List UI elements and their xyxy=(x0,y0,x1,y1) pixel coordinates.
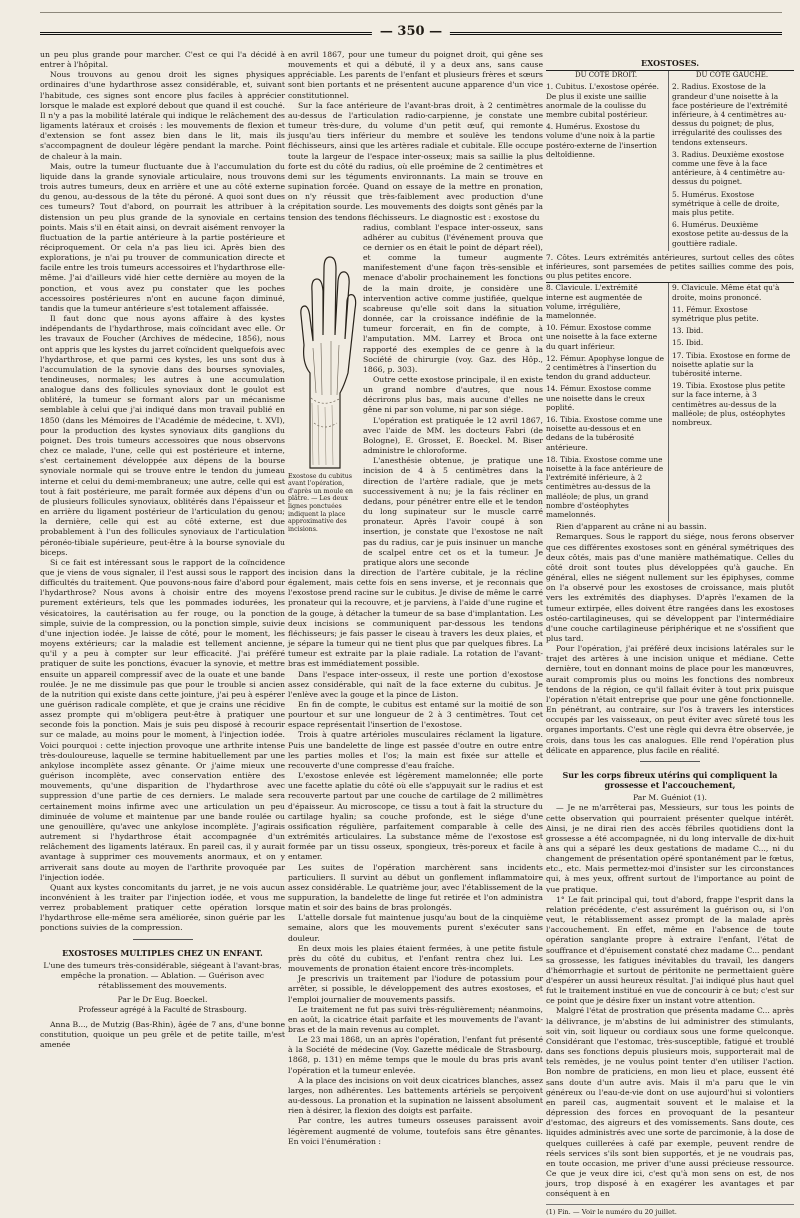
table-entry: 8. Clavicule. L'extrémité interne est augmentée de volume, irrégulière, mamelonnée. xyxy=(546,283,643,321)
paragraph: L'attelle dorsale fut maintenue jusqu'au bout de la cinquième semaine, alors que les mouvements purent s'exécuter sans douleur. xyxy=(288,913,543,943)
table-title: EXOSTOSES. xyxy=(641,58,699,68)
paragraph: L'exostose enlevée est légèrement mamelonnée; elle porte une facette aplatie du côté où elle s'appuyait sur le radius et est recouverte partout par une couche de cartilage de 2 millimètres d'épaisseur. Au microscope, ce tissu a tout à fait la structure du cartilage hyalin; sa couche profonde, est le siége d'une ossification régulière, parfaitement comparable à celle des extrémités articulaires. La substance même de l'exostose est formée par un tissu osseux, spongieux, très-poreux et facile à entamer. xyxy=(288,771,543,862)
paragraph: Outre cette exostose principale, il en existe un grand nombre d'autres, que nous décrirons plus bas, mais aucune d'elles ne gêne ni par son volume, ni par son siége. xyxy=(363,375,543,415)
table-entry: 11. Fémur. Exostose symétrique plus petite. xyxy=(672,304,759,324)
table-column-right-side xyxy=(546,283,668,522)
table-entry: 13. Ibid. xyxy=(672,326,704,336)
table-entry: 12. Fémur. Apophyse longue de 2 centimètres à l'insertion du tendon du grand adducteur. xyxy=(546,353,664,382)
footnote: (1) Fin. — Voir le numéro du 20 juillet. xyxy=(546,1204,794,1217)
paragraph: Si ce fait est intéressant sous le rapport de la coïncidence que je viens de vous signaler, il l'est aussi sous le rapport des difficultés du traitement. Que pouvons-nous faire d'abord pour l'hydarthrose? Nous avons à choisir entre des moyens purement extérieurs, tels que les pommades iodurées, les vésicatoires, la cautérisation au fer rouge, ou la ponction simple, suivie de la compression, ou la ponction simple, suivie d'une injection iodée. Je laisse de côté, pour le moment, les moyens extérieurs; car la maladie est tellement ancienne, qu'il y a peu à compter sur leur efficacité. J'ai préféré pratiquer de suite les ponctions, évacuer la synovie, et mettre ensuite un appareil compressif avec de la ouate et une bande roulée. Je ne me dissimule pas que pour le trouble si ancien de la nutrition qui existe dans cette jointure, j'ai peu à espérer une guérison radicale complète, et que je crains une récidive assez prompte qui m'obligera peut-être à pratiquer une seconde fois la ponction. Mais je suis peu disposé à recourir sur ce malade, au moins pour le moment, à l'injection iodée. Voici pourquoi : cette injection provoque une arthrite intense très-douloureuse, laquelle se termine habituellement par une ankylose incomplète assez gênante. Or j'aime mieux une guérison incomplète, avec conservation entière des mouvements, qu'une disparition de l'hydarthrose avec suppression d'une partie de ces derniers. Le malade sera certainement moins infirme avec une articulation un peu diminuée de volume et maintenue par une bande roulée ou une genouillère, qu'avec une ankylose incomplète. J'agirais autrement si l'hydarthrose était accompagnée d'un relâchement des ligaments latéraux. En pareil cas, il y aurait avantage à supprimer ces mouvements anormaux, et on y arriverait sans doute au moyen de l'arthrite provoquée par l'injection iodée. xyxy=(40,557,285,882)
table-column-left-side xyxy=(668,283,794,522)
article-affiliation: Professeur agrégé à la Faculté de Strasbourg. xyxy=(78,1005,247,1015)
paragraph: Par contre, les autres tumeurs osseuses paraissent avoir légèrement augmenté de volume, toutefois sans être gênantes. En voici l'énumération : xyxy=(288,1116,543,1146)
exostoses-table-continued xyxy=(546,282,794,522)
paragraph: Il faut donc que nous ayons affaire à des kystes indépendants de l'hydarthrose, mais coïncidant avec elle. Or les travaux de Foucher (Archives de médecine, 1856), nous ont appris que les kystes du jarret coïncident quelquefois avec l'hydarthrose, et que parmi ces kystes, les uns sont dus à l'accumulation de la synovie dans des bourses synoviales, tendineuses, normales; les autres à une accumulation analogue dans des follicules synoviaux dont le goulot est oblitéré, la tumeur se formant alors par un mécanisme semblable à celui que j'ai indiqué dans mon travail publié en 1850 (dans les Mémoires de l'Académie de médecine, t. XVI), pour la production des kystes synoviaux dits ganglions du poignet. Des trois tumeurs accessoires que nous observons chez ce malade, l'une, celle qui est postérieure et interne, s'est certainement développée aux dépens de la bourse synoviale normale qui se trouve entre le tendon du jumeau interne et celui du demi-membraneux; une autre, celle qui est tout à fait postérieure, me paraît formée aux dépens d'un ou de plusieurs follicules synoviaux, oblitérés dans l'épaisseur et en arrière du ligament postérieur de l'articulation du genou; la dernière, celle qui est au côté externe, est due probablement à l'un des follicules synoviaux de l'articulation péronéo-tibiale supérieure, peut-être à la bourse synoviale du biceps. xyxy=(40,314,285,557)
table-entry: 10. Fémur. Exostose comme une noisette à la face externe du quart inférieur. xyxy=(546,323,658,351)
paragraph: Nous trouvons au genou droit les signes physiques ordinaires d'une hydarthrose assez considérable, et, suivant l'habitude, ces signes sont encore plus faciles à apprécier lorsque le malade est exploré debout que quand il est couché. Il n'y a pas la mobilité latérale qui indique le relâchement des ligaments latéraux et croisés : les mouvements de flexion et d'extension se font assez bien dans le lit, mais ils s'accompagnent de douleur légère pendant la marche. Point de chaleur à la main. xyxy=(40,70,285,161)
paragraph: Dans l'espace inter-osseux, il reste une portion d'exostose assez considérable, qui naît de la face externe du cubitus. Je l'enlève avec la gouge et la pince de Liston. xyxy=(288,669,543,699)
table-entry: 16. Tibia. Exostose comme une noisette au-dessous et en dedans de la tubérosité antérieure. xyxy=(546,415,663,452)
top-rule xyxy=(40,12,782,13)
page-number: — 350 — xyxy=(372,24,450,39)
paragraph: Mais, outre la tumeur fluctuante due à l'accumulation du liquide dans la grande synoviale articulaire, nous trouvons trois autres tumeurs, deux en arrière et une au côté externe du genou, au-dessous de la tête du péroné. A quoi sont dues ces tumeurs? Tout d'abord, on pourrait les attribuer à la distension un peu plus grande de la synoviale en certains points. Mais s'il en était ainsi, on devrait aisément renvoyer la fluctuation de la partie antérieure à la partie postérieure et réciproquement. Or cela n'a pas lieu ici. Après bien des explorations, je n'ai pu trouver de communication directe et facile entre les trois tumeurs accessoires et l'hydarthrose elle-même. J'ai d'ailleurs vidé hier cette dernière au moyen de la ponction, et vous avez pu constater que les poches accessoires postérieures n'ont en aucune façon diminué, tandis que la tumeur antérieure s'est totalement affaissée. xyxy=(40,161,285,313)
article-subtitle: L'une des tumeurs très-considérable, siégeant à l'avant-bras, empêche la pronation. — Ablation. — Guérison avec rétablissement des mouvements. xyxy=(43,960,282,991)
paragraph: Anna B..., de Mutzig (Bas-Rhin), âgée de 7 ans, d'une bonne constitution, quoique un peu grêle et de petite taille, m'est amenée xyxy=(40,1019,285,1049)
paragraph: Malgré l'état de prostration que présenta madame C... après la délivrance, je m'abstins de lui administrer des stimulants, soit vin, soit liqueur ou cordiaux sous une forme quelconque. Considérant que l'estomac, très-susceptible, fatigué et troublé dans ses fonctions depuis plusieurs mois, supporterait mal de tels remèdes, je ne voulus point tenter d'en utiliser l'action. Bon nombre de praticiens, en mon lieu et place, eussent été sans doute d'un autre avis. Mais il m'a paru que le vin généreux ou l'eau-de-vie dont on use aujourd'hui si volontiers en pareil cas, augmentait souvent et le malaise et la dépression des forces en provoquant de la pesanteur d'estomac, des aigreurs et des vomissements. Sans doute, ces liquides administrés avec une sorte de parcimonie, à la dose de quelques cuillerées à café par exemple, peuvent rendre de réels services s'ils sont bien supportés, et je ne voudrais pas, en toute occasion, me priver d'une aussi précieuse ressource. Ce que je veux dire ici, c'est qu'à mon sens on est, de nos jours, trop disposé à en exagérer les avantages et par conséquent à en xyxy=(546,1006,794,1199)
exostoses-table xyxy=(546,70,794,251)
paragraph: Rien d'apparent au crâne ni au bassin. xyxy=(556,522,707,532)
paragraph: Sur la face antérieure de l'avant-bras droit, à 2 centimètres au-dessus de l'articulation radio-carpienne, je constate une tumeur très-dure, du volume d'un petit œuf, qui remonte jusqu'au tiers inférieur du membre et soulève les tendons fléchisseurs, ainsi que les artères radiale et cubitale. Elle occupe toute la largeur de l'espace inter-osseux; mais sa saillie la plus forte est du côté du radius, où elle proémine de 2 centimètres et demi sur les téguments environnants. La main se trouve en supination forcée. Quand on essaye de la mettre en pronation, on n'y réussit que très-faiblement avec production d'une crépitation sourde. Les mouvements des doigts sont gênés par la tension des tendons fléchisseurs. Le diagnostic est : exostose du xyxy=(288,100,543,222)
paragraph: 1° Le fait principal qui, tout d'abord, frappe l'esprit dans la relation précédente, c'est assurément la guérison ou, si l'on veut, le rétablissement assez prompt de la malade après l'accouchement. En effet, même en l'absence de toute opération sanglante propre à extraire l'enfant, l'état de souffrance et d'épuisement constaté chez madame C... pendant sa grossesse, les fatigues inévitables du travail, les dangers d'hémorrhagie et surtout de péritonite ne permettaient guère d'espérer un aussi heureux résultat. J'ai indiqué plus haut quel fut le traitement institué en vue de concourir à ce but; c'est sur ce point que je désire fixer un instant votre attention. xyxy=(546,894,794,1006)
column-2 xyxy=(288,50,543,1173)
figure-side-text xyxy=(363,223,543,568)
paragraph: En fin de compte, le cubitus est entamé sur la moitié de son pourtour et sur une longueur de 2 à 3 centimètres. Tout cet espace représentait l'insertion de l'exostose. xyxy=(288,700,543,730)
column-1 xyxy=(40,50,285,1173)
paragraph: — Je ne m'arrêterai pas, Messieurs, sur tous les points de cette observation qui pourraient présenter quelque intérêt. Ainsi, je ne dirai rien des accès fébriles quotidiens dont la grossesse a été accompagnée, ni du long intervalle de dix-huit ans qui a séparé les deux gestations de madame C..., ni du changement de présentation opéré spontanément par le fœtus, etc., etc. Mais permettez-moi d'insister sur les circonstances qui, à mes yeux, offrent surtout de l'importance au point de vue pratique. xyxy=(546,803,794,894)
table-entry: 3. Radius. Deuxième exostose comme une fève à la face antérieure, à 4 centimètre au-dessus du poignet. xyxy=(672,149,785,187)
page-header xyxy=(40,24,782,42)
paragraph: L'anesthésie obtenue, je pratique une incision de 4 à 5 centimètres dans la direction de l'artère radiale, que je mets successivement à nu; je la fais récliner en dedans, pour pénétrer entre elle et le tendon du long supinateur sur le muscle carré pronateur. Après l'avoir coupé à son insertion, je constate que l'exostose ne naît pas du radius, car je puis insinuer un manche de scalpel entre cet os et la tumeur. Je pratique alors une seconde xyxy=(363,456,543,567)
table-entry-full: 7. Côtes. Leurs extrémités antérieures, surtout celles des côtes inférieures, sont parsemées de petites saillies comme des pois, ou plus petites encore. xyxy=(546,252,794,281)
table-column-left-side xyxy=(668,71,794,251)
table-entry: 19. Tibia. Exostose plus petite sur la face interne, à 3 centimètres au-dessus de la malléole; de plus, ostéophytes nombreux. xyxy=(672,381,786,428)
table-entry: 1. Cubitus. L'exostose opérée. De plus il existe une saillie anormale de la coulisse du membre cubital postérieur. xyxy=(546,82,659,119)
paragraph: L'opération est pratiquée le 12 avril 1867, avec l'aide de MM. les docteurs Fabri (de Bologne), E. Grosset, E. Boeckel. M. Biser administre le chloroforme. xyxy=(363,415,543,456)
paragraph: en avril 1867, pour une tumeur du poignet droit, qui gêne ses mouvements et qui a débuté, il y a deux ans, sans cause appréciable. Les parents de l'enfant et plusieurs frères et sœurs sont bien portants et ne présentent aucune apparence d'un vice constitutionnel. xyxy=(288,50,543,100)
table-header: DU CÔTÉ GAUCHE. xyxy=(695,71,769,80)
paragraph: Pour l'opération, j'ai préféré deux incisions latérales sur le trajet des artères à une incision unique et médiane. Cette dernière, tout en donnant moins de place pour les manœuvres, aurait compromis plus ou moins les fonctions des nombreux tendons de la région, ce qu'il fallait éviter à tout prix puisque l'opération n'était entreprise que pour une gêne fonctionnelle. En pénétrant, au contraire, sur l'os à travers les interstices occupés par les vaisseaux, on peut éviter avec sûreté tous les organes importants. C'est une règle qui devra être observée, je crois, dans tous les cas analogues. Elle rend l'opération plus délicate en apparence, plus facile en réalité. xyxy=(546,644,794,755)
paragraph: radius, comblant l'espace inter-osseux, sans adhérer au cubitus (l'événement prouva que ce dernier os en était le point de départ réel), et comme la tumeur augmente manifestement d'une façon très-sensible et menace d'abolir prochainement les fonctions de la main droite, je considère une intervention active comme justifiée, quelque scabreuse qu'elle soit dans la situation donnée, car la croissance indéfinie de la tumeur forcerait, en fin de compte, à l'amputation. MM. Larrey et Broca ont rapporté des exemples de ce genre à la Société de chirurgie (voy. Gaz. des Hôp., 1866, p. 303). xyxy=(363,222,543,374)
article-author: Par le Dr Eug. Boeckel. xyxy=(117,995,208,1005)
paragraph: En deux mois les plaies étaient fermées, à une petite fistule près du côté du cubitus, et l'enfant rentra chez lui. Les mouvements de pronation étaient encore très-incomplets. xyxy=(288,943,543,974)
table-entry: 6. Humérus. Deuxième exostose petite au-dessus de la gouttière radiale. xyxy=(672,220,789,248)
hand-figure-block xyxy=(288,223,543,568)
paragraph: incision dans la direction de l'artère cubitale, je la récline également, mais cette fois en sens inverse, et je reconnais que l'exostose prend racine sur le cubitus. Je divise de même le carré pronateur qui la recouvre, et je parviens, à l'aide d'une rugine et de la gouge, à détacher la tumeur de sa base d'implantation. Les deux incisions se communiquent par-dessous les tendons fléchisseurs; je fais passer le ciseau à travers les deux plaies, et je sépare la tumeur qui ne tient plus que par quelques fibres. La tumeur est extraite par la plaie radiale. La rotation de l'avant-bras est immédiatement possible. xyxy=(288,567,543,669)
table-entry: 4. Humérus. Exostose du volume d'une noix à la partie postéro-externe de l'insertion deltoïdienne. xyxy=(546,122,657,159)
figure-caption: Exostose du cubitus avant l'opération, d'après un moule en plâtre. — Les deux lignes ponctuées indiquent la place approximative des incisions. xyxy=(288,472,353,533)
article-author: Par M. Guéniot (1). xyxy=(633,793,707,803)
paragraph: A la place des incisions on voit deux cicatrices blanches, assez larges, non adhérentes. Les battements artériels se perçoivent au-dessous. La pronation et la supination ne laissent absolument rien à désirer, la flexion des doigts est parfaite. xyxy=(288,1075,543,1116)
hand-figure xyxy=(288,223,358,568)
table-header: DU CÔTÉ DROIT. xyxy=(574,71,638,80)
table-entry: 2. Radius. Exostose de la grandeur d'une noisette à la face postérieure de l'extrémité inférieure, à 4 centimètres au-dessus du poignet; de plus, irrégularité des coulisses des tendons extenseurs. xyxy=(672,82,788,147)
article-title: Sur les corps fibreux utérins qui compliquent la grossesse et l'accouchement, xyxy=(562,769,778,791)
column-3 xyxy=(546,50,794,1217)
separator-line xyxy=(640,761,700,762)
paragraph: Quant aux kystes concomitants du jarret, je ne vois aucun inconvénient à les traiter par l'injection iodée, et vous me verrez probablement pratiquer cette opération lorsque l'hydarthrose elle-même sera améliorée, sinon guérie par les ponctions suivies de la compression. xyxy=(40,882,285,933)
paragraph: un peu plus grande pour marcher. C'est ce qui l'a décidé à entrer à l'hôpital. xyxy=(40,50,285,70)
table-column-right-side xyxy=(546,71,668,251)
paragraph: Je prescrivis un traitement par l'iodure de potassium pour arrêter, si possible, le développement des autres exostoses, et l'emploi journalier de mouvements passifs. xyxy=(288,974,543,1004)
paragraph: Trois à quatre artérioles musculaires réclament la ligature. Puis une bandelette de linge est passée d'outre en outre entre les parties molles et l'os; la main est fixée sur attelle et recouverte d'une compresse d'eau fraîche. xyxy=(288,730,543,770)
table-entry: 17. Tibia. Exostose en forme de noisette aplatie sur la tubérosité interne. xyxy=(672,350,791,379)
paragraph: Le 23 mai 1868, un an après l'opération, l'enfant fut présenté à la Société de médecine (Voy. Gazette médicale de Strasbourg, 1868, p. 131) en même temps que le moule du bras pris avant l'opération et la tumeur enlevée. xyxy=(288,1035,543,1075)
paragraph: Le traitement ne fut pas suivi très-régulièrement; néanmoins, en août, la cicatrice était parfaite et les mouvements de l'avant-bras et de la main revenus au complet. xyxy=(288,1004,543,1034)
paragraph: Remarques. Sous le rapport du siége, nous ferons observer que ces différentes exostoses sont en général symétriques des deux côtés, mais pas d'une manière mathématique. Celles du côté droit sont toutes plus développées qu'à gauche. En général, elles ne siégent nullement sur les épiphyses, comme on l'a observé pour les exostoses de croissance, mais plutôt vers les extrémités des diaphyses. D'après l'examen de la tumeur extirpée, elles doivent être rangées dans les exostoses ostéo-cartilagineuses, qui se développent par l'intermédiaire d'une couche cartilagineuse périphérique et ne s'ossifient que plus tard. xyxy=(546,532,794,644)
table-entry: 9. Clavicule. Même état qu'à droite, moins prononcé. xyxy=(672,283,780,302)
table-entry: 14. Fémur. Exostose comme une noisette dans le creux poplité. xyxy=(546,384,652,412)
table-entry: 18. Tibia. Exostose comme une noisette à la face antérieure de l'extrémité inférieure, à 2 centimètres au-dessus de la malléole; de plus, un grand nombre d'ostéophytes mamelonnés. xyxy=(546,454,664,520)
separator-line xyxy=(133,939,193,940)
article-title: EXOSTOSES MULTIPLES CHEZ UN ENFANT. xyxy=(62,947,263,958)
table-entry: 5. Humérus. Exostose symétrique à celle de droite, mais plus petite. xyxy=(672,189,780,217)
hand-illustration xyxy=(288,223,358,473)
paragraph: Les suites de l'opération marchèrent sans incidents particuliers. Il survint au début un gonflement inflammatoire assez considérable. Le quatrième jour, avec l'établissement de la suppuration, la bandelette de linge fut retirée et l'on administra matin et soir des bains de bras prolongés. xyxy=(288,862,543,913)
table-entry: 15. Ibid. xyxy=(672,338,704,348)
